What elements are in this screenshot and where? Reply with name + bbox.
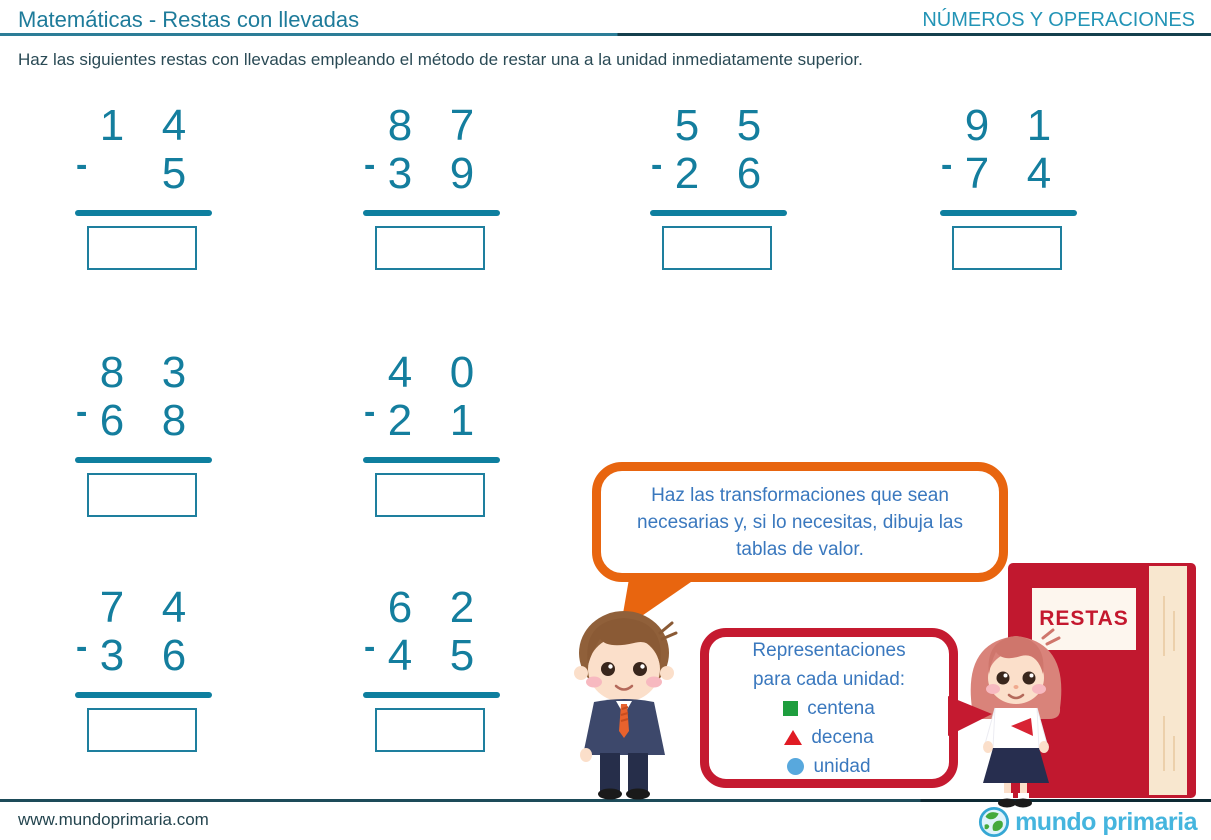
subtrahend-units: 8	[161, 396, 187, 445]
green-square-icon	[783, 701, 798, 716]
minus-sign: -	[364, 393, 376, 431]
legend-label: centena	[807, 697, 875, 719]
minuend-tens: 7	[99, 583, 125, 632]
minus-sign: -	[651, 146, 663, 184]
red-triangle-icon	[784, 730, 802, 745]
book-pages	[1149, 566, 1187, 795]
minuend-units: 5	[736, 101, 762, 150]
globe-icon	[978, 806, 1010, 838]
subtraction-problem-3	[650, 100, 800, 282]
footer-url: www.mundoprimaria.com	[18, 810, 209, 829]
subtrahend-units: 6	[161, 631, 187, 680]
subtrahend-tens: 4	[387, 631, 413, 680]
minuend-units: 4	[161, 583, 187, 632]
brand-name: mundo primaria	[1015, 807, 1197, 836]
subtrahend-row	[363, 628, 513, 680]
minus-sign: -	[364, 146, 376, 184]
minuend-units: 0	[449, 348, 475, 397]
bubble-line: necesarias y, si lo necesitas, dibuja las	[637, 511, 963, 533]
legend-item-decena	[784, 723, 873, 752]
subtrahend-tens: 3	[99, 631, 125, 680]
instruction-text: Haz las siguientes restas con llevadas empleando el método de restar una a la unidad inmediatamente superior.	[18, 50, 863, 69]
answer-box[interactable]	[87, 473, 197, 517]
blue-circle-icon	[787, 758, 804, 775]
subtrahend-tens: 7	[964, 149, 990, 198]
orange-speech-bubble	[592, 462, 1008, 582]
subtrahend-row	[75, 393, 225, 445]
red-speech-bubble	[700, 628, 958, 788]
subtrahend-tens: 2	[387, 396, 413, 445]
legend-label: unidad	[813, 755, 871, 777]
subtraction-problem-2	[363, 100, 513, 282]
equals-line	[363, 210, 500, 216]
minuend-units: 4	[161, 101, 187, 150]
brand-logo	[978, 806, 1197, 838]
subtrahend-row	[650, 146, 800, 198]
subtrahend-tens: 6	[99, 396, 125, 445]
minuend-tens: 1	[99, 101, 125, 150]
minuend-units: 7	[449, 101, 475, 150]
legend-item-centena	[783, 694, 875, 723]
minus-sign: -	[941, 146, 953, 184]
answer-box[interactable]	[952, 226, 1062, 270]
legend-label: decena	[811, 726, 874, 748]
equals-line	[75, 457, 212, 463]
minus-sign: -	[364, 628, 376, 666]
subtrahend-units: 5	[161, 149, 187, 198]
subtrahend-tens: 2	[674, 149, 700, 198]
red-bubble-tail	[946, 686, 996, 742]
minuend-tens: 8	[99, 348, 125, 397]
subtraction-problem-4	[940, 100, 1090, 282]
subtrahend-row	[363, 146, 513, 198]
minus-sign: -	[76, 628, 88, 666]
subtrahend-units: 9	[449, 149, 475, 198]
bubble-line: tablas de valor.	[736, 538, 864, 560]
subtrahend-row	[75, 628, 225, 680]
minuend-row	[363, 349, 513, 397]
subtraction-problem-6	[363, 347, 513, 529]
answer-box[interactable]	[375, 708, 485, 752]
subtrahend-row	[75, 146, 225, 198]
legend-title-line: para cada unidad:	[752, 668, 906, 690]
legend-item-unidad	[787, 752, 870, 781]
minuend-row	[75, 349, 225, 397]
equals-line	[940, 210, 1077, 216]
minuend-row	[363, 584, 513, 632]
book-title: RESTAS	[1032, 588, 1136, 650]
subtrahend-units: 6	[736, 149, 762, 198]
minuend-tens: 5	[674, 101, 700, 150]
subtrahend-units: 5	[449, 631, 475, 680]
subtraction-problem-1	[75, 100, 225, 282]
equals-line	[363, 692, 500, 698]
minuend-units: 3	[161, 348, 187, 397]
subtraction-problem-5	[75, 347, 225, 529]
subtraction-problem-7	[75, 582, 225, 764]
answer-box[interactable]	[662, 226, 772, 270]
minuend-units: 1	[1026, 101, 1052, 150]
answer-box[interactable]	[87, 708, 197, 752]
minus-sign: -	[76, 146, 88, 184]
minuend-row	[650, 102, 800, 150]
boy-character-illustration	[548, 603, 700, 803]
minuend-tens: 9	[964, 101, 990, 150]
minuend-row	[75, 584, 225, 632]
answer-box[interactable]	[87, 226, 197, 270]
answer-box[interactable]	[375, 226, 485, 270]
equals-line	[650, 210, 787, 216]
answer-box[interactable]	[375, 473, 485, 517]
minuend-row	[363, 102, 513, 150]
bubble-line: Haz las transformaciones que sean	[651, 484, 949, 506]
subtrahend-tens: 3	[387, 149, 413, 198]
subtrahend-row	[940, 146, 1090, 198]
minuend-tens: 4	[387, 348, 413, 397]
minuend-tens: 6	[387, 583, 413, 632]
minus-sign: -	[76, 393, 88, 431]
minuend-row	[75, 102, 225, 150]
legend-title-line: Representaciones	[752, 639, 906, 661]
equals-line	[363, 457, 500, 463]
subtrahend-units: 4	[1026, 149, 1052, 198]
page-title: Matemáticas - Restas con llevadas	[18, 7, 360, 32]
header-divider	[0, 33, 1211, 36]
header-category: NÚMEROS Y OPERACIONES	[922, 9, 1195, 31]
minuend-row	[940, 102, 1090, 150]
subtrahend-row	[363, 393, 513, 445]
minuend-units: 2	[449, 583, 475, 632]
minuend-tens: 8	[387, 101, 413, 150]
subtraction-problem-8	[363, 582, 513, 764]
equals-line	[75, 692, 212, 698]
subtrahend-units: 1	[449, 396, 475, 445]
equals-line	[75, 210, 212, 216]
